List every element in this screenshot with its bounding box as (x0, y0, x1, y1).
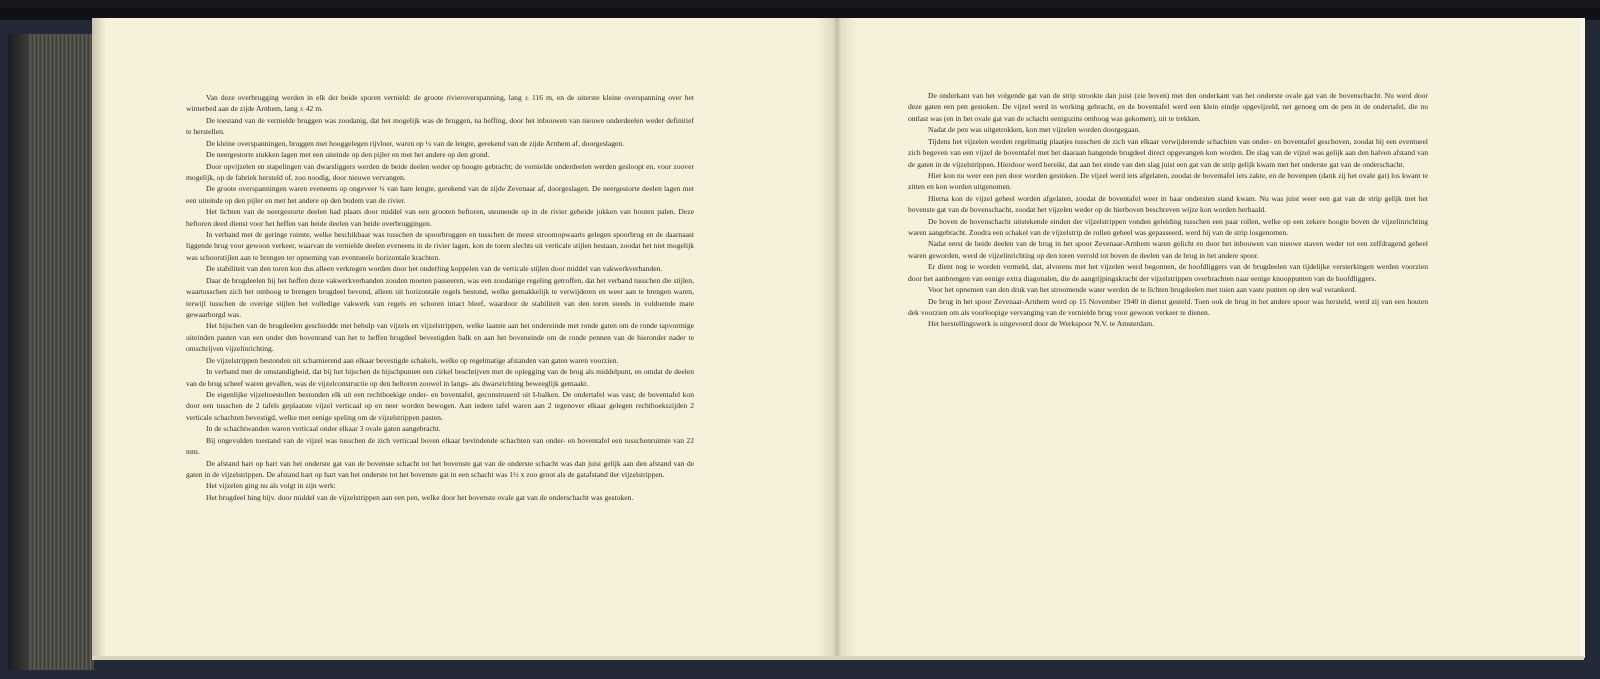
page-bottom-edge (92, 656, 1584, 660)
left-paragraph: De groote overspanningen waren eveneens op ongeveer ¼ van hare lengte, gerekend van de zijde Zevenaar af, doorgeslagen. De neergestorte deelen lagen met een uiteinde op den pijler en met het andere op den bodem van de rivier. (186, 184, 694, 205)
open-book-spread (92, 18, 1580, 658)
left-paragraph: De toestand van de vernielde bruggen was zoodanig, dat het mogelijk was de bruggen, na heffing, door het inbouwen van nieuwe onderdeelen weder definitief te herstellen. (186, 115, 694, 137)
book-gutter (817, 18, 857, 658)
left-paragraph: Het vijzelen ging nu als volgt in zijn werk: (206, 481, 336, 491)
left-paragraph: Door opvijzelen en stapelingen van dwarsliggers werden de beide deelen weder op hoogte gebracht; de vernielde onderdeelen werden gesloopt en, voor zoover mogelijk, op de fabriek hersteld of, zoo noodig, door nieuwe vervangen. (186, 161, 694, 182)
left-paragraph: Van deze overbrugging werden in elk der beide sporen vernield: de groote rivieroverspanning, lang ± 116 m, en de uiterste kleine overspanning over het winterbed aan de zijde Arnhem, lang ± 42 m. (186, 93, 694, 114)
left-paragraph: Het lichten van de neergestorte deelen had plaats door middel van een grooten heftoren, steunende op in de rivier geheide jukken van houten palen. Deze heftoren deed dienst voor het heffen van beide deelen van beide overbruggingen. (186, 207, 694, 228)
left-paragraph: Daar de brugdeelen bij het heffen deze vakwerkverbanden zouden moeten passeeren, was een zoodanige regeling getroffen, dat het verband tusschen die stijlen, waartusschen zich het omhoog te brengen brugdeel bevond, alleen uit horizontale regels bestond, welke gemakkelijk te verwijderen en weer aan te brengen waren, terwijl tusschen de overige stijlen het volledige vakwerk van regels en schoren intact bleef, waardoor de stabiliteit van den toren steeds in voldoende mate gewaarborgd was. (186, 275, 694, 320)
left-paragraph: In verband met de omstandigheid, dat bij het hijschen de hijschpunten een cirkel beschrijven met de oplegging van de brug als middelpunt, en omdat de deelen van de brug scheef waren gevallen, was de vijzelconstructie op den heftoren zoowel in langs- als dwarsrichting beweeglijk gemaakt. (186, 367, 694, 388)
page-stack-shadow (8, 34, 28, 670)
right-paragraph: Hier kon nu weer een pen door worden gestoken. De vijzel werd iets afgelaten, zoodat de boventafel iets zakte, en de bovenpen (dank zij het ovale gat) los kwam te zitten en kon worden uitgenomen. (908, 170, 1428, 192)
right-paragraph: Het herstellingswerk is uitgevoerd door de Werkspoor N.V. te Amsterdam. (928, 319, 1155, 329)
page-stack-edge (8, 34, 94, 670)
right-paragraph: Hierna kon de vijzel geheel worden afgelaten, zoodat de boventafel weer in haar ondersten stand kwam. Nu was juist weer een gat van de strip gelijk met het bovenste gat van de bovenschacht, zoodat het vijzelen weder op de hierboven beschreven wijze kon worden herhaald. (908, 193, 1428, 215)
right-paragraph: Tijdens het vijzelen werden regelmatig plaatjes tusschen de zich van elkaar verwijderende schachten van onder- en boventafel geschoven, zoodat bij een eventueel zich begeven van een vijzel de boventafel met het daaraan hangende brugdeel direct opgevangen kon worden. De slag van de vijzel was gelijk aan den halven afstand van de gaten in de vijzelstrippen. Hierdoor werd bereikt, dat aan het einde van den slag juist een gat van de strip gelijk kwam met het onderste gat van de onderschacht. (908, 136, 1428, 169)
left-paragraph: Het hijschen van de brugdeelen geschiedde met behulp van vijzels en vijzelstrippen, welke laatste aan het ondereinde met ronde gaten om de ronde tapvormige uiteinden pasten van een onder den bovenrand van het te heffen brugdeel bevestigden balk en aan het boveneinde om de ronde pennen van de hieronder nader te omschrijven vijzelinrichting. (186, 321, 694, 354)
right-page-text (908, 90, 1428, 330)
right-paragraph: Voor het opnemen van den druk van het stroomende water werden de te lichten brugdeelen met tuien aan vaste punten op den wal verankerd. (928, 285, 1357, 295)
right-paragraph: De onderkant van het volgende gat van de strip strookte dan juist (zie boven) met den onderkant van het onderste ovale gat van de bovenschacht. Nu werd door deze gaten een pen gestoken. De vijzel werd in werking gebracht, en de boventafel werd een klein eindje opgevijzeld, net genoeg om de pen in de ondertafel, die nu ontlast was (en in het ovale gat van de schacht eenigszins omhoog was gekomen), uit te trekken. (908, 91, 1428, 123)
right-paragraph: De brug in het spoor Zevenaar-Arnhem werd op 15 November 1940 in dienst gesteld. Toen ook de brug in het andere spoor was hersteld, werd zij van een houten dek voorzien om als voorloopige vervanging van de vernielde brug voor gewoon verkeer te dienen. (908, 296, 1428, 318)
left-paragraph: Bij ongevulden toestand van de vijzel was tusschen de zich verticaal boven elkaar bevindende schachten van onder- en boventafel een tusschenruimte van 22 mm. (186, 435, 694, 457)
left-paragraph: De stabiliteit van den toren kon dus alleen verkregen worden door het onderling koppelen van de verticale stijlen door middel van vakwerkverbanden. (206, 264, 663, 274)
left-paragraph: De afstand hart op hart van het onderste gat van de bovenste schacht tot het bovenste gat van de onderste schacht was dan juist gelijk aan den afstand van de gaten in de vijzelstrippen. De afstand hart op hart van het onderste tot het bovenste gat in een schacht was 1½ x zoo groot als de gatafstand der vijzelstrippen. (186, 458, 694, 479)
left-paragraph: De eigenlijke vijzeltoestellen bestonden elk uit een rechthoekige onder- en boventafel, geconstrueerd uit I-balken. De ondertafel was vast; de boventafel kon door een tusschen de 2 tafels geplaatste vijzel verticaal op en neer worden bewogen. Aan iedere tafel waren aan 2 tegenover elkaar gelegen rechthoekszijden 2 verticale schachten bevestigd, welke met eenige speling om de vijzelstrippen pasten. (186, 389, 694, 422)
left-paragraph: Het brugdeel hing bijv. door middel van de vijzelstrippen aan een pen, welke door het bovenste ovale gat van de onderschacht was gestoken. (206, 492, 634, 502)
right-paragraph: Er dient nog te worden vermeld, dat, alvorens met het vijzelen werd begonnen, de hoofdliggers van de brugdeelen van tijdelijke versterkingen werden voorzien door het aanbrengen van eenige extra diagonalen, die de aangrijpingskracht der vijzelstrippen overbrachten naar eenige knooppunten van de hoofdliggers. (908, 262, 1428, 283)
right-paragraph: Nadat eerst de beide deelen van de brug in het spoor Zevenaar-Arnhem waren gelicht en door het inbouwen van nieuwe staven weder tot een zelfdragend geheel waren geworden, werd de vijzelinrichting op den toren verrold tot boven de deelen van de brug in het andere spoor. (908, 239, 1428, 260)
left-page-text (186, 92, 694, 503)
right-paragraph: De boven de bovenschacht uitstekende einden der vijzelstrippen vonden geleiding tusschen een paar rollen, welke op een zekere hoogte boven de vijzelinrichting waren aangebracht. Zoodra een schakel van de vijzelstrip de rollen geheel was gepasseerd, werd hij van de strip losgenomen. (908, 216, 1428, 238)
left-paragraph: In verband met de geringe ruimte, welke beschikbaar was tusschen de spoorbruggen en tusschen de meest stroomopwaarts gelegen spoorbrug en de daarnaast liggende brug voor gewoon verkeer, waarvan de vernielde deelen eveneens in de rivier lagen, kon de toren slechts uit verticale stijlen bestaan, zoodat het niet mogelijk was schoorstijlen aan te brengen ter opneming van eventueele horizontale krachten. (186, 230, 694, 262)
left-paragraph: De vijzelstrippen bestonden uit scharnierend aan elkaar bevestigde schakels, welke op regelmatige afstanden van gaten waren voorzien. (206, 355, 619, 365)
left-paragraph: De neergestorte stukken lagen met een uiteinde op den pijler en met het andere op den grond. (206, 150, 490, 160)
right-paragraph: Nadat de pen was uitgetrokken, kon met vijzelen worden doorgegaan. (928, 125, 1141, 135)
left-page-shadow (92, 18, 106, 658)
left-paragraph: De kleine overspanningen, bruggen met hooggelegen rijvloer, waren op ¼ van de lengte, gerekend van de zijde Arnhem af, doorgeslagen. (206, 138, 625, 148)
left-paragraph: In de schachtwanden waren verticaal onder elkaar 3 ovale gaten aangebracht. (206, 424, 441, 434)
